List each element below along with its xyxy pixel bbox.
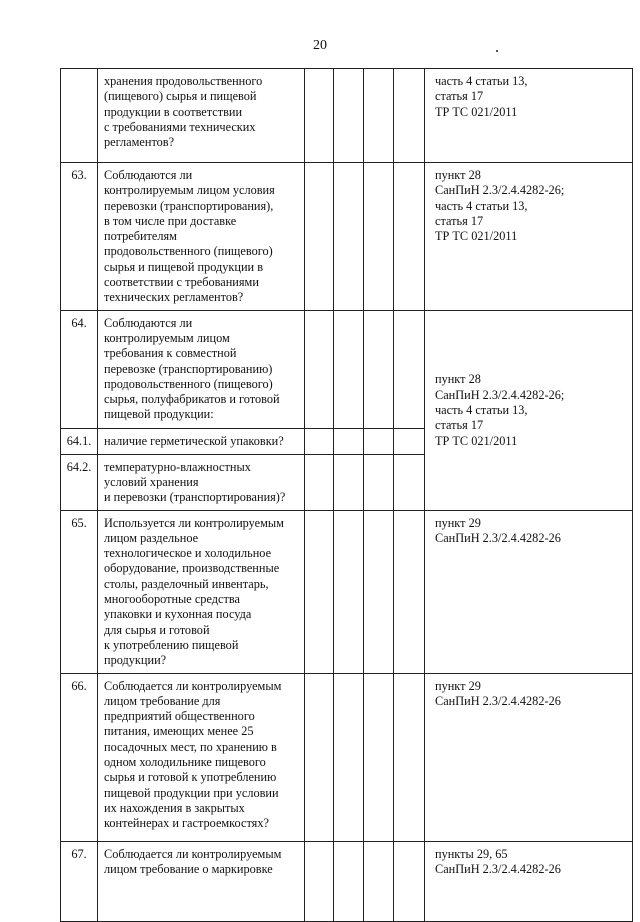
answer-cell[interactable] [364,841,394,921]
question-line: пищевой продукции: [104,407,214,422]
reference-line: ТР ТС 021/2011 [435,433,518,448]
answer-cell[interactable] [334,454,364,510]
reference-line: часть 4 статьи 13, [435,198,528,213]
legal-reference [425,673,633,841]
checklist-body [61,69,633,922]
row-number: 63. [61,163,98,311]
question-line: их нахождения в закрытых [104,800,245,815]
answer-cell[interactable] [334,428,364,454]
question-line: продовольственного (пищевого) [104,376,273,391]
answer-cell[interactable] [305,841,334,921]
answer-cell[interactable] [334,69,364,163]
question-line: в том числе при доставке [104,213,237,228]
table-row [61,841,633,921]
answer-cell[interactable] [305,510,334,673]
answer-cell[interactable] [305,673,334,841]
question-line: наличие герметической упаковки? [104,433,284,448]
question-line: перевозке (транспортированию) [104,361,273,376]
reference-line: СанПиН 2.3/2.4.4282-26; [435,387,565,402]
requirement-question [98,163,305,311]
answer-cell[interactable] [364,673,394,841]
question-line: продукции в соответствии [104,104,243,119]
legal-reference [425,69,633,163]
question-line: Соблюдается ли контролируемым [104,846,282,861]
question-line: контролируемым лицом [104,330,230,345]
question-line: потребителям [104,229,177,244]
answer-cell[interactable] [305,163,334,311]
answer-cell[interactable] [334,841,364,921]
requirement-question [98,310,305,428]
question-line: Соблюдаются ли [104,168,193,182]
requirement-question [98,673,305,841]
question-line: сырья, полуфабрикатов и готовой [104,392,280,407]
question-line: оборудование, производственные [104,561,280,576]
question-line: контейнерах и гастроемкостях? [104,816,269,831]
question-line: Используется ли контролируемым [104,515,284,530]
answer-cell[interactable] [334,510,364,673]
reference-line: статья 17 [435,213,484,228]
checklist-table [60,68,633,922]
answer-cell[interactable] [305,310,334,428]
checklist-table-wrap [60,68,632,922]
reference-line: статья 17 [435,89,484,104]
question-line: лицом требование о маркировке [104,861,273,876]
question-line: продукции? [104,653,167,668]
answer-cell[interactable] [394,310,425,428]
question-line: (пищевого) сырья и пищевой [104,89,257,104]
reference-line: пункт 29 [435,515,481,530]
answer-cell[interactable] [394,163,425,311]
answer-cell[interactable] [305,69,334,163]
answer-cell[interactable] [364,69,394,163]
table-row [61,310,633,428]
answer-cell[interactable] [364,310,394,428]
answer-cell[interactable] [334,673,364,841]
question-line: Соблюдается ли контролируемым [104,678,282,693]
question-line: хранения продовольственного [104,74,263,88]
row-number: 65. [61,510,98,673]
answer-cell[interactable] [305,454,334,510]
question-line: пищевой продукции при условии [104,785,279,800]
reference-line: пункт 28 [435,168,481,182]
reference-line: СанПиН 2.3/2.4.4282-26; [435,183,565,198]
row-number: 67. [61,841,98,921]
question-line: одном холодильнике пищевого [104,755,266,770]
question-line: контролируемым лицом условия [104,183,275,198]
reference-line: СанПиН 2.3/2.4.4282-26 [435,693,561,708]
question-line: и перевозки (транспортирования)? [104,490,286,505]
requirement-question [98,510,305,673]
answer-cell[interactable] [394,841,425,921]
answer-cell[interactable] [334,163,364,311]
question-line: для сырья и готовой [104,622,210,637]
answer-cell[interactable] [394,69,425,163]
legal-reference [425,310,633,510]
reference-line: пункт 28 [435,372,481,387]
question-line: продовольственного (пищевого) [104,244,273,259]
requirement-question [98,428,305,454]
question-line: лицом раздельное [104,530,199,545]
table-row [61,510,633,673]
answer-cell[interactable] [394,454,425,510]
question-line: условий хранения [104,474,199,489]
answer-cell[interactable] [394,673,425,841]
question-line: температурно-влажностных [104,459,251,474]
reference-line: статья 17 [435,418,484,433]
question-line: требования к совместной [104,346,237,361]
table-row [61,69,633,163]
legal-reference [425,841,633,921]
legal-reference [425,510,633,673]
question-line: лицом требование для [104,693,221,708]
question-line: многооборотные средства [104,592,240,607]
row-number: 64.2. [61,454,98,510]
question-line: посадочных мест, по хранению в [104,739,277,754]
answer-cell[interactable] [394,428,425,454]
question-line: технологическое и холодильное [104,546,272,561]
page-number: 20 [313,38,327,53]
legal-reference [425,163,633,311]
reference-line: ТР ТС 021/2011 [435,104,518,119]
scan-speck [496,50,498,52]
row-number [61,69,98,163]
question-line: соответствии с требованиями [104,275,259,290]
question-line: столы, разделочный инвентарь, [104,576,269,591]
table-row [61,163,633,311]
question-line: Соблюдаются ли [104,315,193,330]
reference-line: СанПиН 2.3/2.4.4282-26 [435,530,561,545]
reference-line: СанПиН 2.3/2.4.4282-26 [435,861,561,876]
requirement-question [98,454,305,510]
question-line: предприятий общественного [104,709,255,724]
answer-cell[interactable] [364,428,394,454]
row-number: 64.1. [61,428,98,454]
question-line: сырья и готовой к употреблению [104,770,277,785]
question-line: технических регламентов? [104,290,244,305]
reference-line: пункт 29 [435,678,481,693]
answer-cell[interactable] [305,428,334,454]
question-line: с требованиями технических [104,119,256,134]
question-line: регламентов? [104,135,175,150]
reference-line: часть 4 статьи 13, [435,74,528,88]
requirement-question [98,841,305,921]
reference-line: ТР ТС 021/2011 [435,229,518,244]
answer-cell[interactable] [394,510,425,673]
reference-line: пункты 29, 65 [435,846,508,861]
row-number: 64. [61,310,98,428]
table-row [61,673,633,841]
reference-line: часть 4 статьи 13, [435,402,528,417]
answer-cell[interactable] [364,510,394,673]
question-line: сырья и пищевой продукции в [104,259,264,274]
question-line: упаковки и кухонная посуда [104,607,252,622]
question-line: к употреблению пищевой [104,637,239,652]
answer-cell[interactable] [364,454,394,510]
question-line: питания, имеющих менее 25 [104,724,254,739]
requirement-question [98,69,305,163]
answer-cell[interactable] [364,163,394,311]
row-number: 66. [61,673,98,841]
answer-cell[interactable] [334,310,364,428]
question-line: перевозки (транспортирования), [104,198,274,213]
